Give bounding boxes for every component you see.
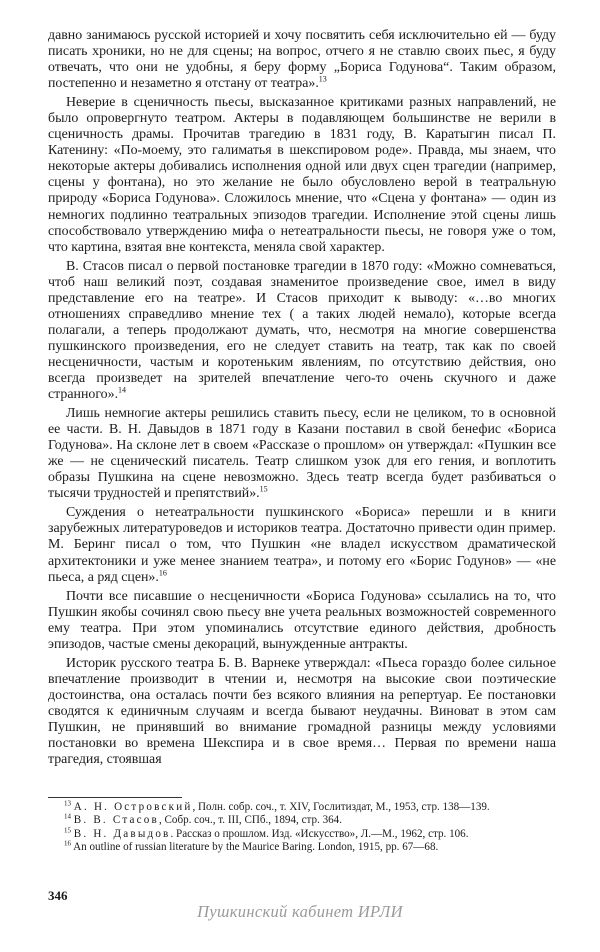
paragraph-text: Суждения о нетеатральности пушкинского «Бориса» перешли и в книги зарубежных литературоведов и историков театра. Достаточно привести один пример. М. Беринг писал о том, что Пушкин «не владел искусством драматической архитектоники и уже менее знанием театра», и потому его «Борис Годунов» — «не пьеса, а ряд сцен». [48,505,556,585]
footnote-author: А. Н. Островский [73,801,193,813]
paragraph-text: Неверие в сценичность пьесы, высказанное критиками разных направлений, не было опровергнуто театром. Актеры в подавляющем большинстве не верили в сценичность драмы. Прочитав трагедию в 1831 году, В. Каратыгин писал П. Катенину: «По-моему, это галиматья в шекспировом роде». Правда, мы знаем, что некоторые актеры добивались исполнения одной или двух сцен трагедии (например, сцены у фонтана), но это желание не было обусловлено верой в театральную природу «Бориса Годунова». Сложилось мнение, что «Сцена у фонтана» — один из немногих подлинно театральных эпизодов трагедии. Исполнение этой сцены лишь способствовало утверждению мифа о нетеатральности пьесы, не говоря уже о том, что картина, взятая вне контекста, меняла свой характер. [48,95,556,255]
footnote [48,814,556,827]
footnote [48,828,556,841]
paragraph-text: Историк русского театра Б. В. Варнеке утверждал: «Пьеса гораздо более сильное впечатление производит в чтении и, несмотря на высокие свои поэтические достоинства, она осталась почти без всякого влияния на репертуар. Ее постановки сводятся к единичным случаям и всегда бывают неудачны. Виноват в этом сам Пушкин, не принявший во внимание громадной разницы между условиями постановки во времена Шекспира и в свое время… Первая по времени наша трагедия, стоявшая [48,655,556,768]
paragraph [48,505,556,585]
footnote-author: В. Н. Давыдов [73,827,171,840]
footnote-reference: 14 [118,385,127,395]
paragraph-text: давно занимаюсь русской историей и хочу посвятить себя исключительно ей — буду писать хроники, но не для сцены; на вопрос, отчего я не ставлю своих пьес, я буду отвечать, что они не удобны, я беру форму „Бориса Годунова“. Таким образом, постепенно и незаметно я отстану от театра». [48,28,556,92]
paragraph [48,656,556,768]
footnote-number: 15 [64,826,71,835]
footnote-divider [48,797,182,798]
footnote-number: 16 [64,839,71,848]
paragraph-text: В. Стасов писал о первой постановке трагедии в 1870 году: «Можно сомневаться, чтоб наш великий поэт, создавая знаменитое произведение свое, имел в виду представление его на театре». И Стасов приходит к выводу: «…во многих отношениях справедливо мнение тех ( а таких людей немало), которые всегда полагали, а теперь продолжают думать, что, несмотря на многие совершенства пушкинского произведения, его не следует ставить на театр, так как по своей несценичности, частым и коротеньким явлениям, по отсутствию действия, оно всегда произведет на зрителей впечатление чего-то очень скучного и даже странного». [48,258,556,403]
footnote [48,841,556,854]
page-number: 346 [48,888,68,903]
paragraph-text: Лишь немногие актеры решились ставить пьесу, если не целиком, то в основной ее части. В. Н. Давыдов в 1871 году в Казани поставил в свой бенефис «Бориса Годунова». На склоне лет в своем «Рассказе о прошлом» он утверждал: «Пушкин все же — не сценический писатель. Театр слишком узок для его гения, и воплотить образы Пушкина на сцене невозможно. Здесь театр всегда будет разбиваться о тысячи трудностей и препятствий». [48,406,556,502]
paragraph [48,406,556,502]
paragraph [48,259,556,403]
paragraph [48,28,556,92]
footnote-reference: 15 [259,484,268,494]
library-watermark: Пушкинский кабинет ИРЛИ [197,902,403,921]
footnote-reference: 16 [158,567,167,577]
footnote-text: , Полн. собр. соч., т. XIV, Гослитиздат, М., 1953, стр. 138—139. [192,801,490,813]
body-text [48,28,556,768]
paragraph [48,95,556,255]
footnote-text: , Собр. соч., т. III, СПб., 1894, стр. 364. [158,814,342,827]
footnote-reference: 13 [318,74,327,84]
footnotes [48,801,556,855]
footnote-text: An outline of russian literature by the Maurice Baring. London, 1915, pp. 67—68. [73,841,439,854]
footnote-author: В. В. Стасов [73,814,159,827]
footnote-number: 14 [64,812,71,821]
paragraph [48,589,556,653]
paragraph-text: Почти все писавшие о несценичности «Бориса Годунова» ссылались на то, что Пушкин якобы сочинял свою пьесу вне учета реальных возможностей современного ему театра. При этом упоминались отсутствие единого действия, дробность эпизодов, частые смены декораций, вынужденные антракты. [48,588,556,652]
footnote-text: . Рассказ о прошлом. Изд. «Искусство», Л.—М., 1962, стр. 106. [170,827,469,840]
footnote-number: 13 [64,799,71,808]
footnote [48,801,556,814]
